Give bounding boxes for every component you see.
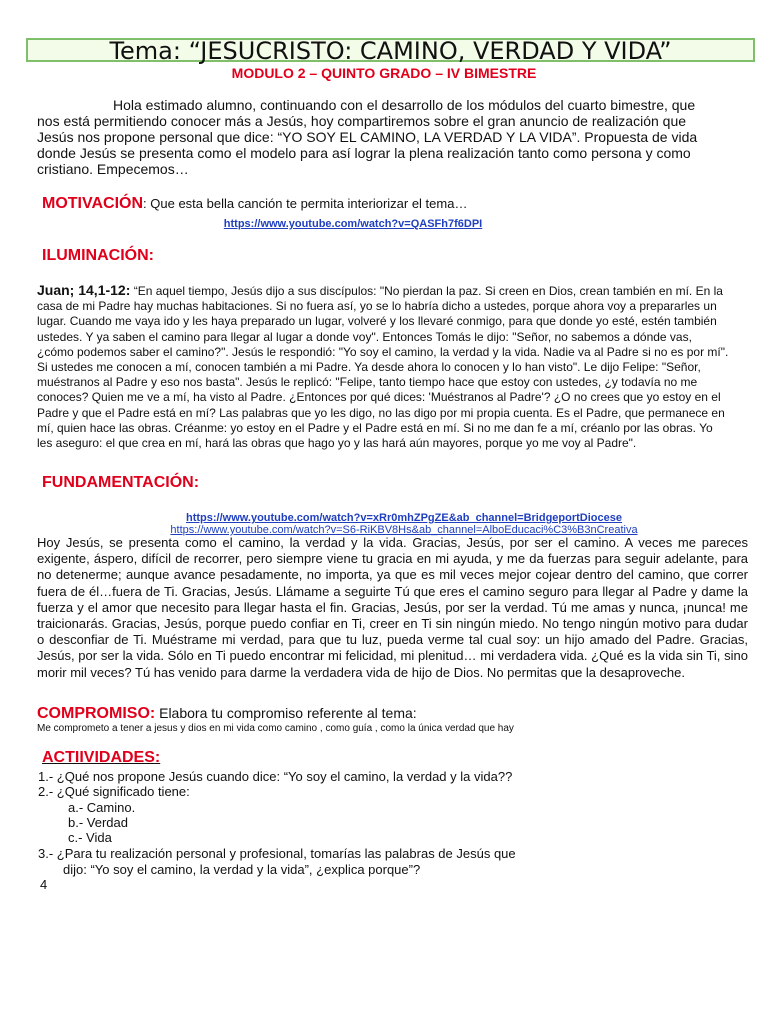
fundamentacion-link-2[interactable]: https://www.youtube.com/watch?v=S6-RiKBV8Hs&ab_channel=AlboEducaci%C3%B3nCreativa [170, 524, 638, 536]
question-3-continued: dijo: “Yo soy el camino, la verdad y la vida”, ¿explica porque”? [63, 862, 421, 877]
fundamentacion-link-1[interactable]: https://www.youtube.com/watch?v=xRr0mhZPgZE&ab_channel=BridgeportDiocese [185, 512, 622, 524]
page-title: Tema: “JESUCRISTO: CAMINO, VERDAD Y VIDA” [26, 38, 755, 62]
compromiso-heading: COMPROMISO: [37, 705, 156, 722]
question-2c: c.- Vida [68, 830, 112, 845]
gospel-reference: Juan; 14,1-12: [37, 282, 131, 298]
motivacion-text: : Que esta bella canción te permita interiorizar el tema… [143, 196, 468, 211]
intro-paragraph: Hola estimado alumno, continuando con el desarrollo de los módulos del cuarto bimestre, que nos está permitiendo conocer más a Jesús, hoy compartiremos sobre el gran anuncio de realización que Jesús nos propone personal que dice: “YO SOY EL CAMINO, LA VERDAD Y LA VIDA”. Propuesta de vida donde Jesús se presenta como el modelo para así lograr la plena realización tanto como persona y como cristiano. Empecemos… [37, 97, 698, 177]
fundamentacion-heading: FUNDAMENTACIÓN: [42, 474, 200, 491]
motivacion-link[interactable]: https://www.youtube.com/watch?v=QASFh7f6DPI [223, 218, 483, 230]
compromiso-section [37, 705, 417, 723]
gospel-text: “En aquel tiempo, Jesús dijo a sus discípulos: "No pierdan la paz. Si creen en Dios, crean también en mí. En la casa de mi Padre hay muchas habitaciones. Si no fuera así, yo se lo habría dicho a ustedes, porque ahora voy a prepararles un lugar. Cuando me vaya ido y les haya preparado un lugar, volveré y los llevaré conmigo, para que donde yo esté, estén también ustedes. Y ya saben el camino para llegar al lugar a donde voy". Entonces Tomás le dijo: "Señor, no sabemos a dónde vas, ¿cómo podemos saber el camino?". Jesús le respondió: "Yo soy el camino, la verdad y la vida. Nadie va al Padre si no es por mí". Si ustedes me conocen a mí, conocen también a mi Padre. Ya desde ahora lo conocen y lo han visto". Le dijo Felipe: "Señor, muéstranos al Padre y eso nos basta". Jesús le replicó: "Felipe, tanto tiempo hace que estoy con ustedes, ¿y todavía no me conoces? Quien me ve a mí, ha visto al Padre. ¿Entonces por qué dices: 'Muéstranos al Padre'? ¿O no crees que yo estoy en el Padre y que el Padre está en mí? Las palabras que yo les digo, no las digo por mi propia cuenta. Es el Padre, que permanece en mí, quien hace las obras. Créanme: yo estoy en el Padre y el Padre está en mí. Si no me dan fe a mí, créanlo por las obras. Yo les aseguro: el que crea en mí, hará las obras que hago yo y las hará aún mayores, porque yo me voy al Padre". [37, 284, 729, 451]
actividades-section [42, 749, 160, 767]
question-3: 3.- ¿Para tu realización personal y profesional, tomarías las palabras de Jesús que [38, 846, 516, 861]
page-number: 4 [40, 877, 48, 892]
compromiso-prompt: Elabora tu compromiso referente al tema: [155, 705, 417, 721]
module-subtitle: MODULO 2 – QUINTO GRADO – IV BIMESTRE [231, 65, 537, 81]
actividades-heading: ACTIIVIDADES: [42, 749, 161, 766]
question-2: 2.- ¿Qué significado tiene: [38, 784, 190, 799]
gospel-passage [37, 283, 729, 451]
compromiso-answer: Me comprometo a tener a jesus y dios en mi vida como camino , como guía , como la única verdad que hay [37, 723, 514, 734]
fundamentacion-text: Hoy Jesús, se presenta como el camino, la verdad y la vida. Gracias, Jesús, por ser el camino. A veces me pareces exigente, áspero, difícil de recorrer, pero siempre viene tu gracia en mi ayuda, y me da fuerzas para seguir adelante, para no detenerme; aunque avance pesadamente, no importa, ya que es mil veces mejor cojear dentro del camino, que correr fuera de él…fuera de Ti. Gracias, Jesús. Llámame a seguirte Tú que eres el camino seguro para llegar al Padre y dame la fuerza y el amor que necesito para llegar hasta el fin. Gracias, Jesús, por ser la verdad. Tú me amas y nunca, ¡nunca! me traicionarás. Gracias, Jesús, porque puedo confiar en Ti, creer en Ti sin ningún miedo. No tengo ningún motivo para dudar o desconfiar de Ti. Muéstrame mi verdad, para que tu luz, pueda verme tal cual soy: un hijo amado del Padre. Gracias, Jesús, por ser la vida. Sólo en Ti puedo encontrar mi felicidad, mi plenitud… mi verdadera vida. ¿Qué es la vida sin Ti, sino morir mil veces? Tú has venido para darme la verdadera vida de hijo de Dios. No permitas que la desaproveche. [37, 535, 748, 680]
motivacion-section [42, 195, 467, 213]
motivacion-heading: MOTIVACIÓN [42, 195, 144, 212]
iluminacion-heading: ILUMINACIÓN: [42, 247, 154, 264]
question-2b: b.- Verdad [68, 815, 128, 830]
question-1: 1.- ¿Qué nos propone Jesús cuando dice: “Yo soy el camino, la verdad y la vida?? [38, 769, 513, 784]
question-2a: a.- Camino. [68, 800, 136, 815]
